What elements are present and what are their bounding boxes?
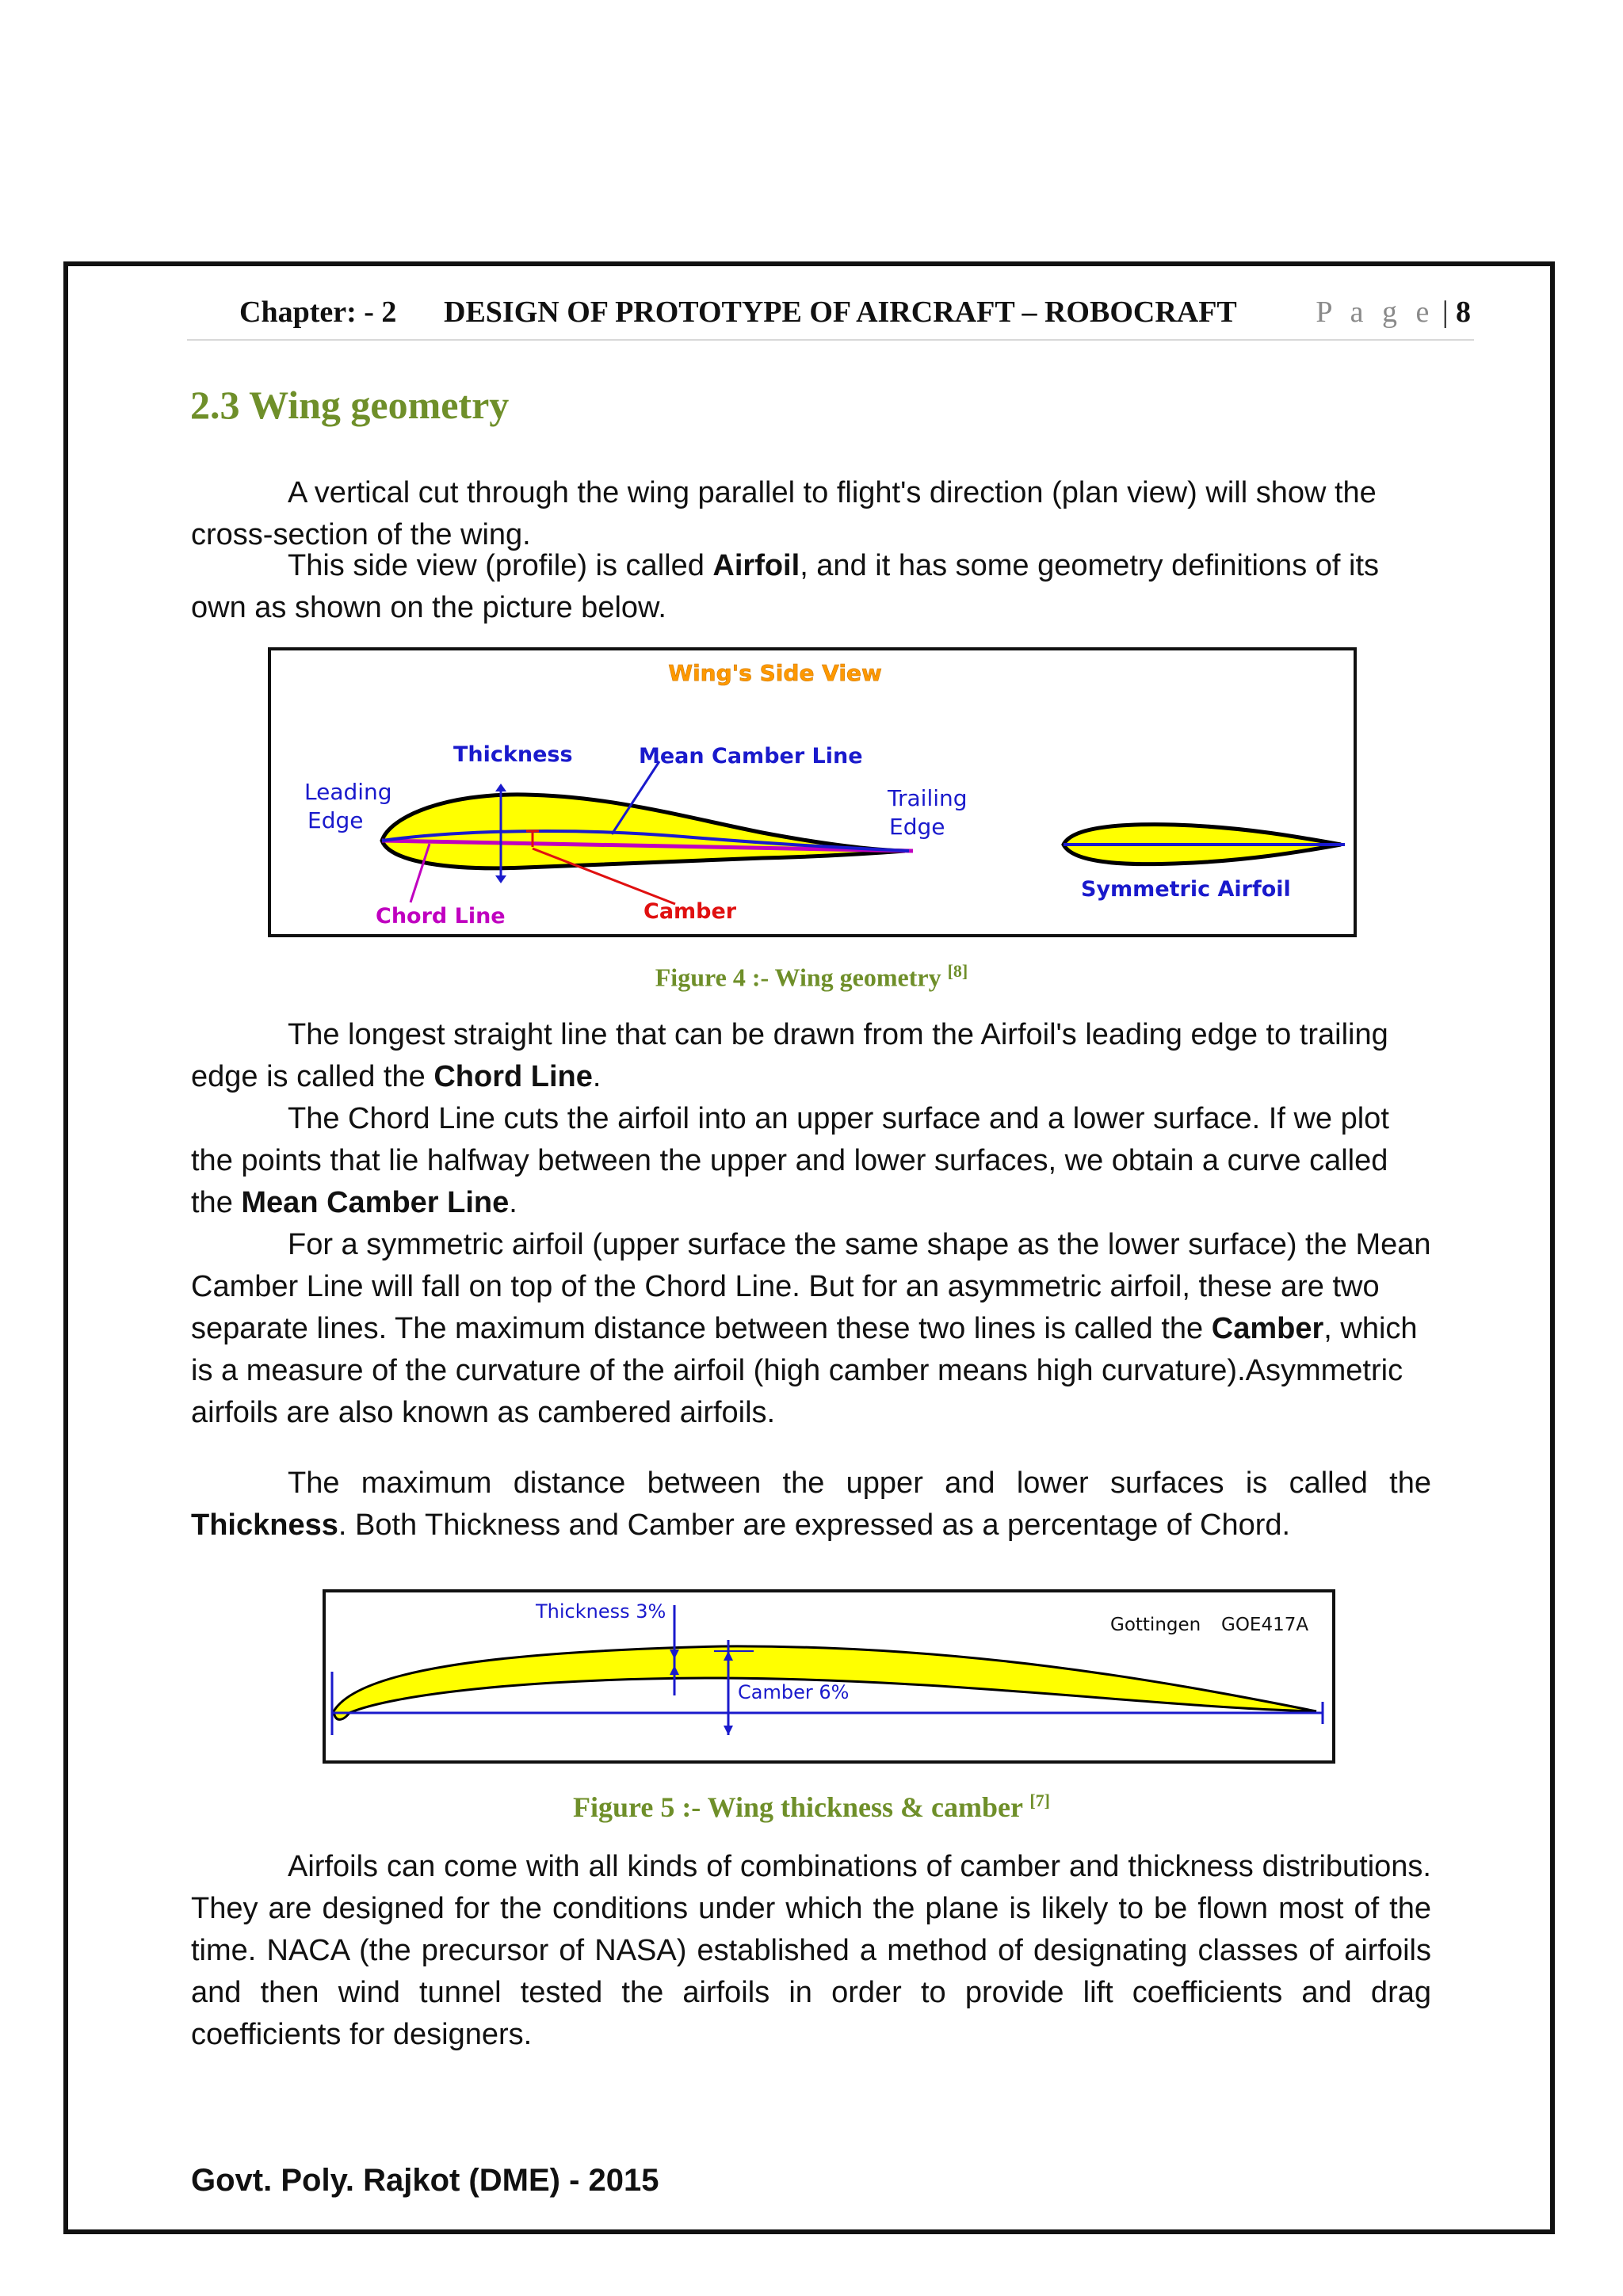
paragraph-thickness: [191, 1463, 1431, 1547]
paragraph-text: , which is a measure of the curvature of the airfoil (high camber means high curvature).Asymmetric airfoils are also known as cambered airfoils.: [191, 1312, 1418, 1429]
cambered-airfoil-shape: [382, 795, 905, 868]
chapter-title: DESIGN OF PROTOTYPE OF AIRCRAFT – ROBOCRAFT: [444, 296, 1237, 329]
label-chord-line: Chord Line: [376, 904, 506, 929]
arrow-up-icon: [495, 784, 506, 791]
paragraph-text: For a symmetric airfoil (upper surface the same shape as the lower surface) the Mean Camber Line will fall on top of the Chord Line. But for an asymmetric airfoil, these are two separate lines. The maximum distance between these two lines is called the: [191, 1228, 1431, 1345]
paragraph-airfoil: [191, 545, 1431, 629]
paragraph-text: Airfoils can come with all kinds of combinations of camber and thickness distributions. They are designed for the conditions under which the plane is likely to be flown most of the time. NACA (the precursor of NASA) established a method of designating classes of airfoils and then wind tunnel tested the airfoils in order to provide lift coefficients and drag coefficients for designers.: [191, 1850, 1431, 2051]
paragraph-text: The longest straight line that can be drawn from the Airfoil's leading edge to trailing edge is called the: [191, 1018, 1388, 1093]
caption-reference: [7]: [1029, 1791, 1050, 1810]
paragraph-text: The Chord Line cuts the airfoil into an upper surface and a lower surface. If we plot the points that lie halfway between the upper and lower surfaces, we obtain a curve called the: [191, 1102, 1389, 1219]
paragraph-text: A vertical cut through the wing parallel to flight's direction (plan view) will show the cross-section of the wing.: [191, 476, 1377, 551]
chapter-label: Chapter: - 2: [239, 296, 397, 329]
term-mean-camber-line: Mean Camber Line: [241, 1186, 510, 1219]
label-airfoil-code: GOE417A: [1221, 1615, 1309, 1635]
label-mean-camber-line: Mean Camber Line: [639, 744, 863, 769]
section-heading: 2.3 Wing geometry: [190, 383, 510, 427]
figure-4-caption: [0, 961, 1623, 993]
paragraph-mean-camber: [191, 1098, 1431, 1224]
page-word: P a g e: [1316, 296, 1435, 329]
page-header: [187, 292, 1474, 341]
wing-side-view-diagram: [271, 650, 1354, 934]
paragraph-text: .: [509, 1186, 517, 1219]
page-number: 8: [1456, 296, 1471, 329]
paragraph-text: , and it has some geometry definitions of its own as shown on the picture below.: [191, 549, 1380, 624]
paragraph-text: The maximum distance between the upper and lower surfaces is called the: [288, 1466, 1431, 1500]
paragraph-chord-line: [191, 1014, 1431, 1098]
caption-reference: [8]: [947, 961, 968, 981]
figure-title: Wing's Side View: [668, 660, 882, 686]
page-footer: Govt. Poly. Rajkot (DME) - 2015: [191, 2163, 659, 2198]
paragraph-text: .: [592, 1060, 601, 1093]
paragraph-cross-section: [191, 472, 1431, 556]
caption-text: Figure 5 :- Wing thickness & camber: [573, 1791, 1023, 1823]
label-camber-percent: Camber 6%: [738, 1681, 850, 1703]
paragraph-camber: [191, 1224, 1431, 1434]
paragraph-naca: [191, 1846, 1431, 2056]
figure-5-caption: [0, 1791, 1623, 1824]
term-chord-line: Chord Line: [433, 1060, 593, 1093]
label-camber: Camber: [643, 899, 737, 924]
arrow-down-icon: [495, 875, 506, 883]
thickness-camber-diagram: [326, 1592, 1332, 1760]
figure-wing-geometry: [268, 647, 1357, 937]
page-number-block: [1316, 295, 1471, 330]
label-leading: Leading: [304, 779, 392, 805]
caption-text: Figure 4 :- Wing geometry: [655, 963, 941, 992]
term-airfoil: Airfoil: [712, 549, 800, 582]
label-trailing: Trailing: [888, 785, 968, 811]
arrow-down-icon: [724, 1726, 733, 1735]
page-separator: |: [1434, 296, 1456, 329]
label-leading-edge: Edge: [307, 807, 364, 833]
term-camber: Camber: [1211, 1312, 1324, 1345]
label-trailing-edge: Edge: [889, 814, 945, 840]
label-gottingen: Gottingen: [1110, 1615, 1201, 1635]
label-thickness: Thickness: [453, 742, 573, 767]
figure-wing-thickness-camber: [323, 1589, 1335, 1764]
label-symmetric-airfoil: Symmetric Airfoil: [1081, 877, 1291, 902]
paragraph-text: . Both Thickness and Camber are expressed as a percentage of Chord.: [338, 1508, 1291, 1542]
paragraph-text: This side view (profile) is called: [288, 549, 713, 582]
term-thickness: Thickness: [191, 1508, 338, 1542]
label-thickness-percent: Thickness 3%: [536, 1600, 666, 1623]
